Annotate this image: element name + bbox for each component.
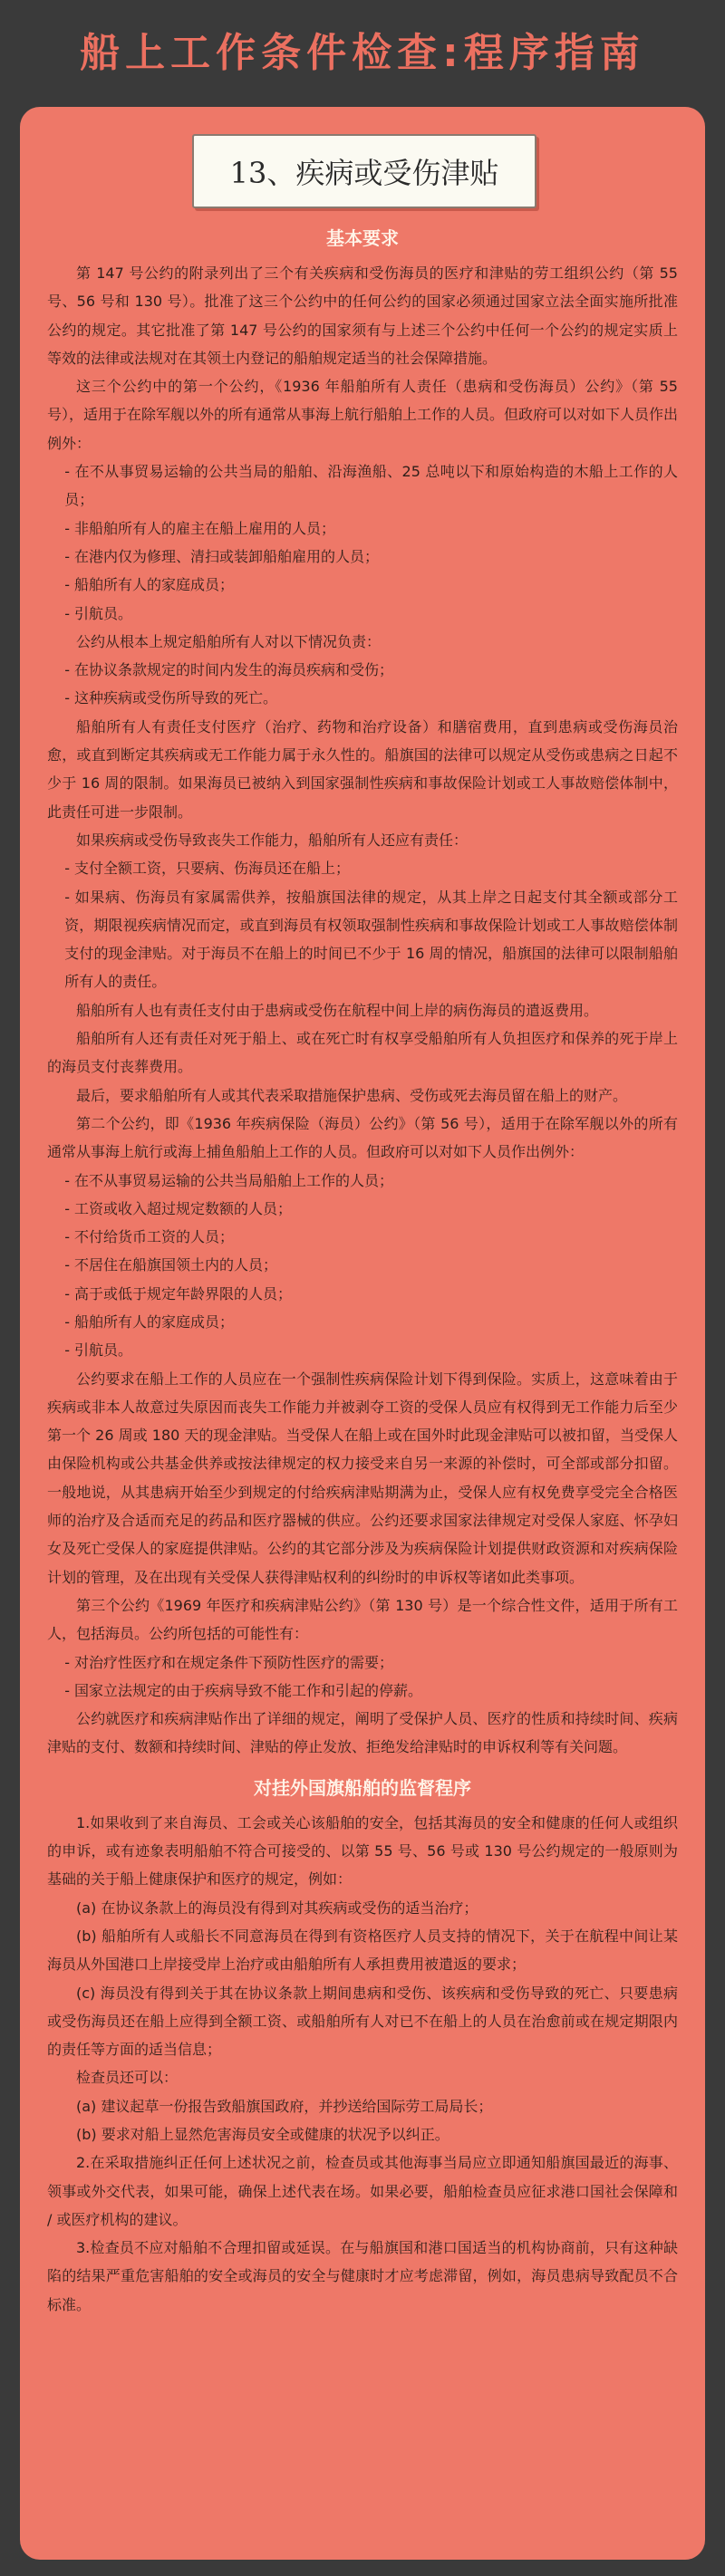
paragraph: 船舶所有人也有责任支付由于患病或受伤在航程中间上岸的病伤海员的遣返费用。: [76, 1001, 599, 1019]
paragraph: 第三个公约《1969 年医疗和疾病津贴公约》（第 130 号）是一个综合性文件，适用于所有工人，包括海员。公约所包括的可能性有：: [47, 1596, 678, 1643]
list-item: - 引航员。: [64, 604, 133, 622]
list-item: - 引航员。: [64, 1341, 133, 1360]
page-title: 船上工作条件检查:程序指南: [80, 30, 645, 76]
list-item: - 如果病、伤海员有家属需供养，按船旗国法律的规定，从其上岸之日起支付其全额或部分工资，期限视疾病情况而定，或直到海员有权领取强制性疾病和事故保险计划或工人事故赔偿体制支付的现金津贴。对于海员不在船上的时间已不少于 16 周的情况，船旗国的法律可以限制船舶所有人的责任。: [64, 888, 678, 991]
paragraph: 检查员还可以：: [76, 2069, 179, 2087]
paragraph: 第二个公约，即《1936 年疾病保险（海员）公约》（第 56 号），适用于在除军舰以外的所有通常从事海上航行或海上捕鱼船舶上工作的人员。但政府可以对如下人员作出例外：: [47, 1114, 678, 1161]
list-item: - 在港内仅为修理、清扫或装卸船舶雇用的人员；: [64, 547, 380, 565]
paragraph: 3.检查员不应对船舶不合理扣留或延误。在与船旗国和港口国适当的机构协商前，只有这种缺陷的结果严重危害船舶的安全或海员的安全与健康时才应考虑滞留，例如，海员患病导致配员不合标准。: [47, 2239, 678, 2313]
paragraph: 船舶所有人还有责任对死于船上、或在死亡时有权享受船舶所有人负担医疗和保养的死于岸上的海员支付丧葬费用。: [47, 1030, 678, 1076]
list-item: - 在不从事贸易运输的公共当局的船舶、沿海渔船、25 总吨以下和原始构造的木船上工作的人员；: [64, 463, 678, 509]
list-item: - 在协议条款规定的时间内发生的海员疾病和受伤；: [64, 661, 394, 679]
list-item: - 不居住在船旗国领土内的人员；: [64, 1256, 278, 1274]
paragraph: 第 147 号公约的附录列出了三个有关疾病和受伤海员的医疗和津贴的劳工组织公约（第 55 号、56 号和 130 号）。批准了这三个公约中的任何公约的国家必须通过国家立法全面实施所批准公约的规定。其它批准了第 147 号公约的国家须有与上述三个公约中任何一个公约的规定实质上等效的法律或法规对在其领土内登记的船舶规定适当的社会保障措施。: [47, 264, 678, 367]
paragraph: (b) 船舶所有人或船长不同意海员在得到有资格医疗人员支持的情况下，关于在航程中间让某海员从外国港口上岸接受岸上治疗或由船舶所有人承担费用被遣返的要求；: [47, 1927, 678, 1974]
paragraph: 最后，要求船舶所有人或其代表采取措施保护患病、受伤或死去海员留在船上的财产。: [76, 1086, 628, 1104]
list-item: - 在不从事贸易运输的公共当局船舶上工作的人员；: [64, 1171, 394, 1189]
content-panel: [20, 107, 705, 2560]
paragraph: (a) 在协议条款上的海员没有得到对其疾病或受伤的适当治疗；: [76, 1898, 478, 1917]
list-item: - 这种疾病或受伤所导致的死亡。: [64, 689, 278, 707]
list-item: - 国家立法规定的由于疾病导致不能工作和引起的停薪。: [64, 1681, 423, 1699]
list-item: - 支付全额工资，只要病、伤海员还在船上；: [64, 860, 351, 878]
paragraph: 如果疾病或受伤导致丧失工作能力，船舶所有人还应有责任：: [76, 831, 469, 849]
paragraph: 这三个公约中的第一个公约，《1936 年船舶所有人责任（患病和受伤海员）公约》（第 55 号），适用于在除军舰以外的所有通常从事海上航行船舶上工作的人员。但政府可以对如下人员作出例外：: [47, 378, 679, 452]
chapter-banner: 13、疾病或受伤津贴: [192, 134, 536, 208]
paragraph: 公约就医疗和疾病津贴作出了详细的规定，阐明了受保护人员、医疗的性质和持续时间、疾病津贴的支付、数额和持续时间、津贴的停止发放、拒绝发给津贴时的申诉权利等有关问题。: [47, 1710, 678, 1756]
article-body: [47, 225, 678, 2319]
section-foreign-ship-procedure: [47, 1809, 678, 2319]
list-item: - 不付给货币工资的人员；: [64, 1228, 235, 1246]
paragraph: 公约要求在船上工作的人员应在一个强制性疾病保险计划下得到保险。实质上，这意味着由于疾病或非本人故意过失原因而丧失工作能力并被剥夺工资的受保人员应有权得到无工作能力后至少第一个 26 周或 180 天的现金津贴。当受保人在船上或在国外时此现金津贴可以被扣留，当受保人由保险机构或公共基金供养或按法律规定的权力接受来自另一来源的补偿时，可全部或部分扣留。一般地说，从其患病开始至少到规定的付给疾病津贴期满为止，受保人应有权免费享受完全合格医师的治疗及合适而充足的药品和医疗器械的供应。公约还要求国家法律规定对受保人家庭、怀孕妇女及死亡受保人的家庭提供津贴。公约的其它部分涉及为疾病保险计划提供财政资源和对疾病保险计划的管理，及在出现有关受保人获得津贴权利的纠纷时的申诉权等诸如此类事项。: [47, 1370, 678, 1586]
list-item: - 船舶所有人的家庭成员；: [64, 1312, 235, 1331]
list-item: - 高于或低于规定年龄界限的人员；: [64, 1284, 293, 1302]
paragraph: (b) 要求对船上显然危害海员安全或健康的状况予以纠正。: [76, 2126, 450, 2143]
paragraph: 2.在采取措施纠正任何上述状况之前，检查员或其他海事当局应立即通知船旗国最近的海事、领事或外交代表，如果可能，确保上述代表在场。如果必要，船舶检查员应征求港口国社会保障和 / 或医疗机构的建议。: [47, 2154, 678, 2228]
list-item: - 非船舶所有人的雇主在船上雇用的人员；: [64, 519, 336, 537]
paragraph: (a) 建议起草一份报告致船旗国政府，并抄送给国际劳工局局长；: [76, 2097, 493, 2115]
section-basic-requirements: [47, 259, 678, 1762]
section-heading-basic-requirements: 基本要求: [326, 227, 399, 249]
paragraph: 公约从根本上规定船舶所有人对以下情况负责：: [76, 632, 382, 650]
section-heading-foreign-ship-procedure: 对挂外国旗船舶的监督程序: [254, 1776, 471, 1799]
paragraph: 船舶所有人有责任支付医疗（治疗、药物和治疗设备）和膳宿费用，直到患病或受伤海员治愈，或直到断定其疾病或无工作能力属于永久性的。船旗国的法律可以规定从受伤或患病之日起不少于 16 周的限制。如果海员已被纳入到国家强制性疾病和事故保险计划或工人事故赔偿体制中，此责任可进一步限制。: [47, 717, 678, 821]
list-item: - 船舶所有人的家庭成员；: [64, 576, 235, 594]
list-item: - 工资或收入超过规定数额的人员；: [64, 1199, 293, 1217]
paragraph: (c) 海员没有得到关于其在协议条款上期间患病和受伤、该疾病和受伤导致的死亡、只要患病或受伤海员还在船上应得到全额工资、或船舶所有人对已不在船上的人员在治愈前或在规定期限内的责任等方面的适当信息；: [47, 1984, 678, 2059]
list-item: - 对治疗性医疗和在规定条件下预防性医疗的需要；: [64, 1653, 394, 1671]
paragraph: 1.如果收到了来自海员、工会或关心该船舶的安全，包括其海员的安全和健康的任何人或组织的申诉，或有迹象表明船舶不符合可接受的、以第 55 号、56 号或 130 号公约规定的一般原则为基础的关于船上健康保护和医疗的规定，例如：: [47, 1813, 678, 1889]
